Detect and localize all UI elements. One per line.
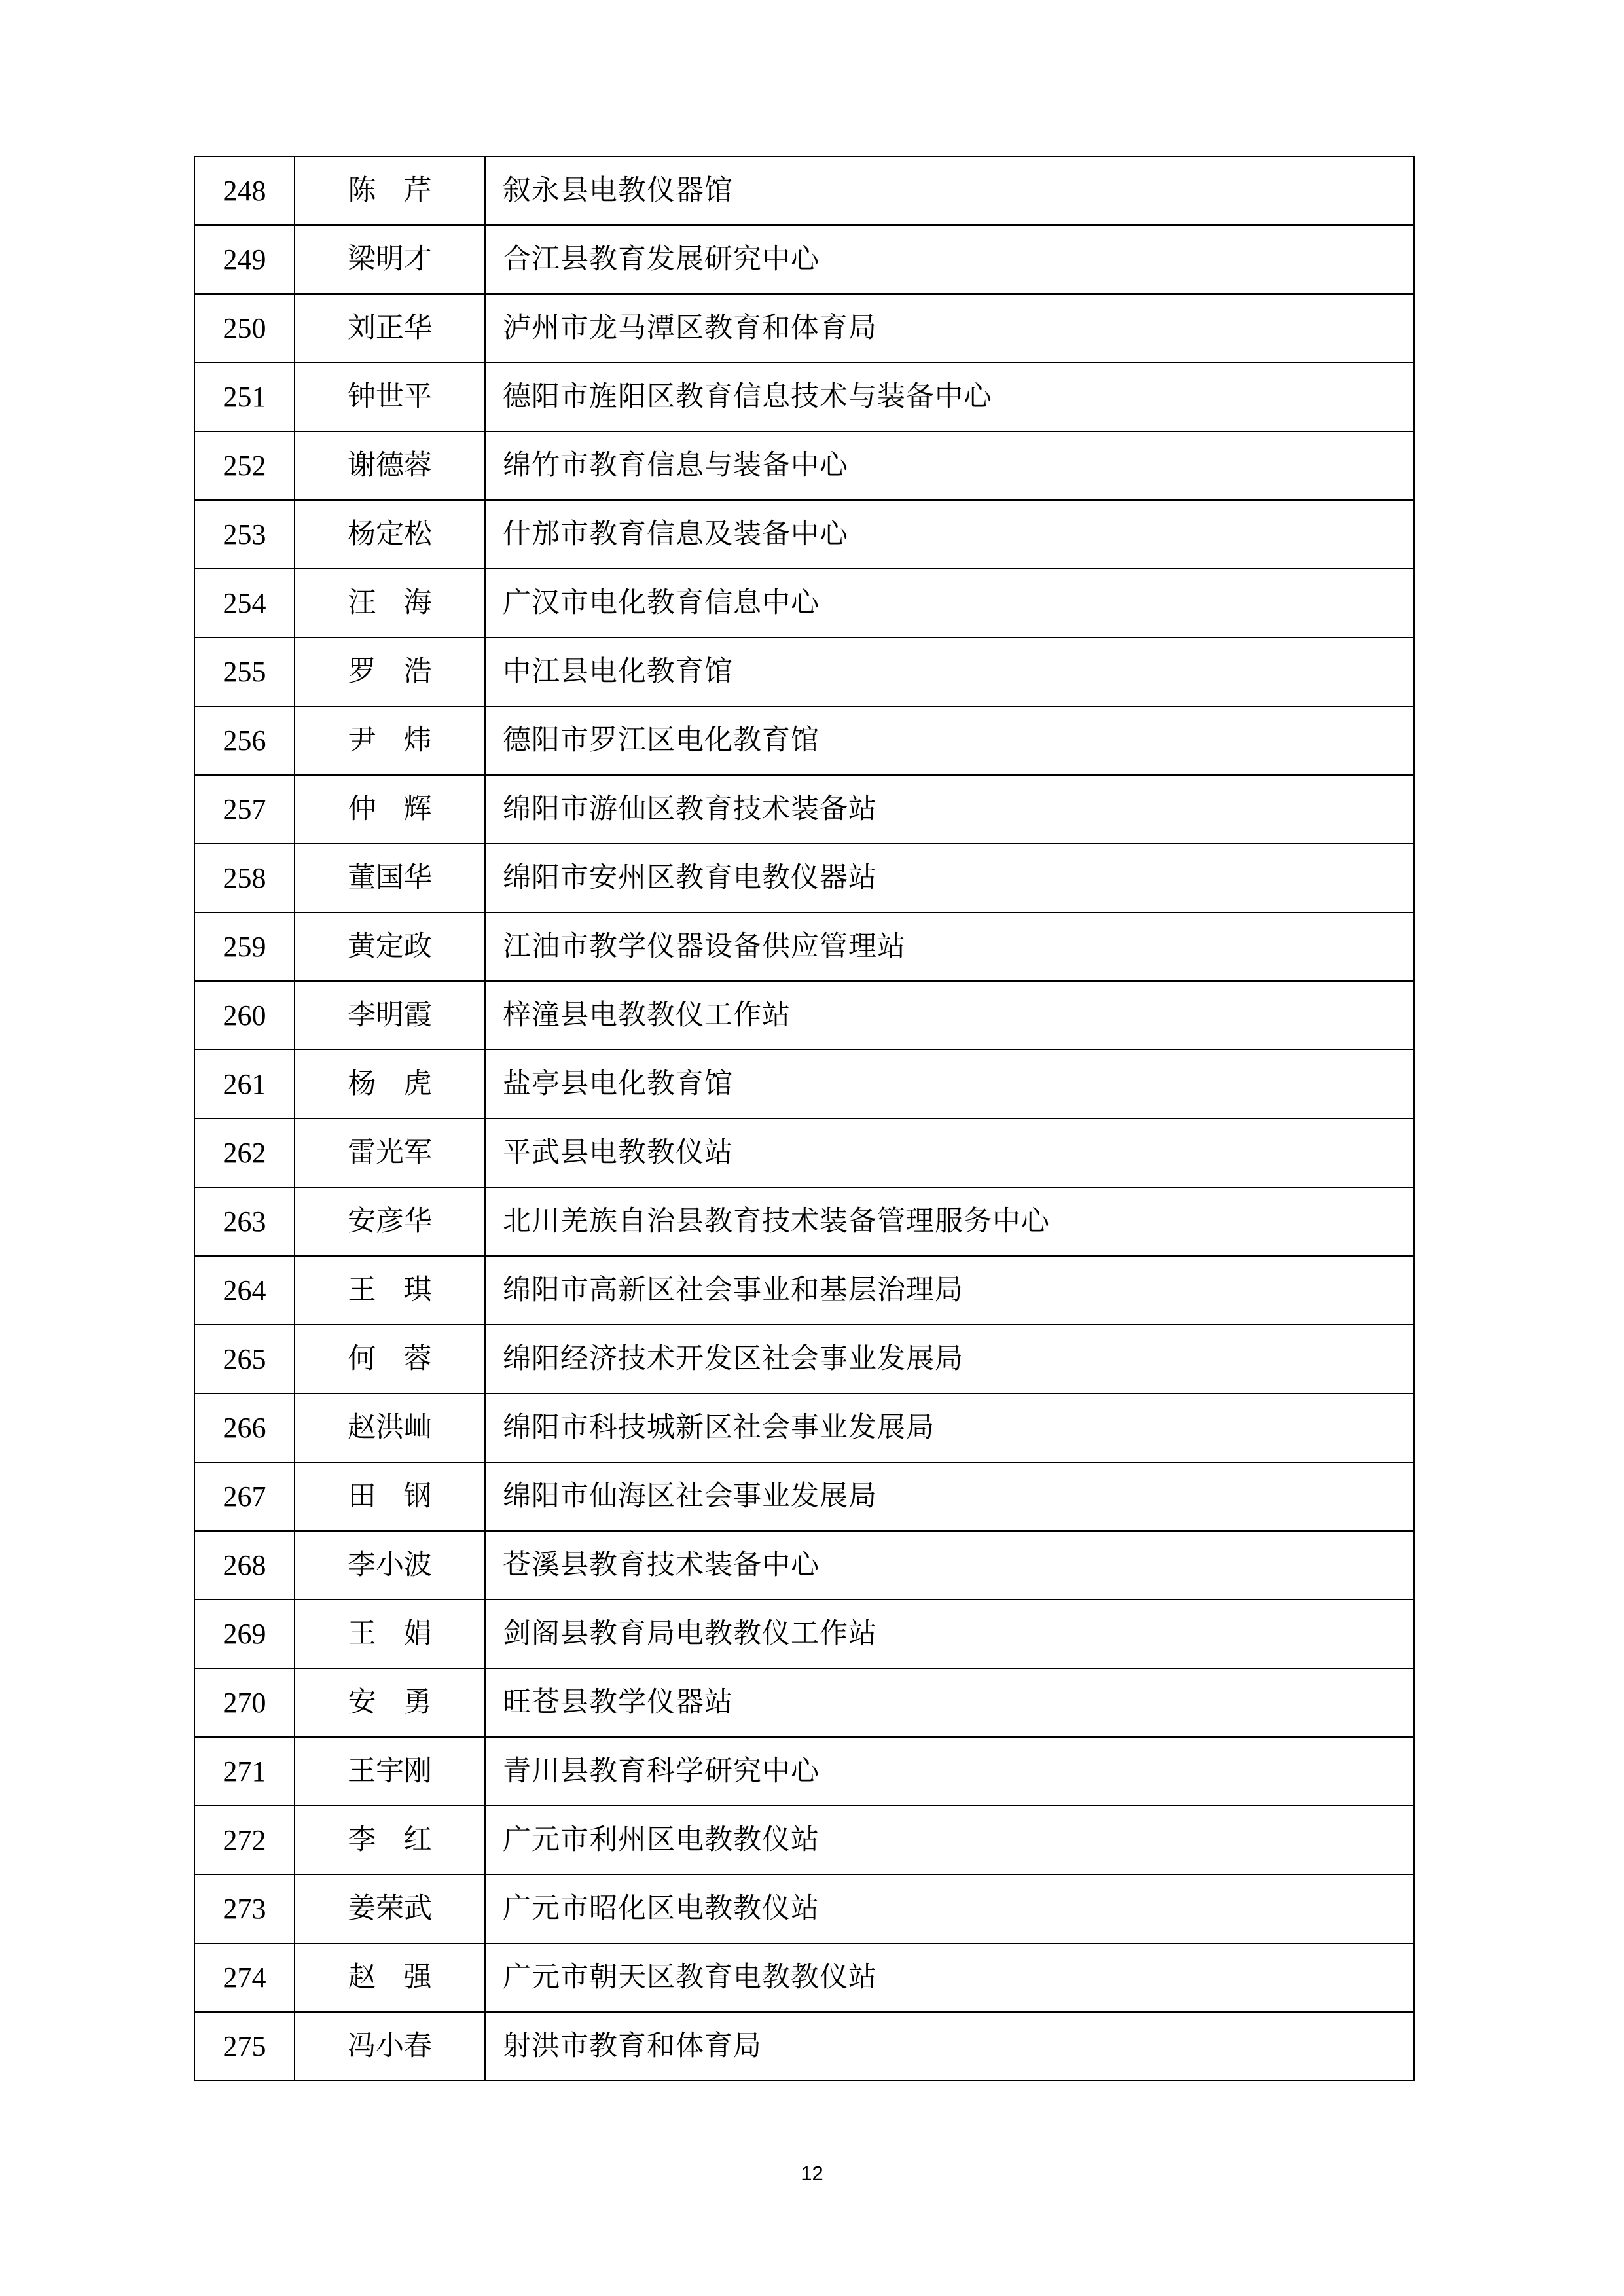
table-row — [194, 1943, 1414, 2012]
person-name-cell — [295, 1325, 485, 1393]
organization-cell: 剑阁县教育局电教教仪工作站 — [485, 1600, 1414, 1668]
person-name-cell — [295, 156, 485, 225]
person-name-cell — [295, 981, 485, 1050]
person-name-cell — [295, 1119, 485, 1187]
person-name-cell — [295, 363, 485, 431]
person-name-cell — [295, 294, 485, 363]
person-name-cell — [295, 431, 485, 500]
row-number-cell: 270 — [194, 1668, 295, 1737]
person-name-cell — [295, 1393, 485, 1462]
person-name: 安彦华 — [348, 1205, 432, 1238]
table-row — [194, 981, 1414, 1050]
organization-cell: 广元市利州区电教教仪站 — [485, 1806, 1414, 1874]
person-name-cell — [295, 2012, 485, 2081]
person-name-cell — [295, 1600, 485, 1668]
table-row — [194, 500, 1414, 569]
row-number-cell: 273 — [194, 1874, 295, 1943]
organization-cell: 旺苍县教学仪器站 — [485, 1668, 1414, 1737]
organization-cell: 合江县教育发展研究中心 — [485, 225, 1414, 294]
person-name: 李明霞 — [348, 999, 432, 1031]
row-number-cell: 265 — [194, 1325, 295, 1393]
row-number-cell: 257 — [194, 775, 295, 844]
organization-cell: 北川羌族自治县教育技术装备管理服务中心 — [485, 1187, 1414, 1256]
person-name: 钟世平 — [348, 380, 432, 413]
row-number-cell: 250 — [194, 294, 295, 363]
organization-cell: 苍溪县教育技术装备中心 — [485, 1531, 1414, 1600]
person-name-cell — [295, 1256, 485, 1325]
page-number: 12 — [801, 2162, 823, 2185]
row-number-cell: 271 — [194, 1737, 295, 1806]
person-name: 梁明才 — [348, 243, 432, 276]
person-name-cell — [295, 1806, 485, 1874]
person-name: 何 蓉 — [348, 1342, 432, 1375]
person-name: 尹 炜 — [348, 724, 432, 757]
table-row — [194, 1050, 1414, 1119]
table-row — [194, 1806, 1414, 1874]
organization-cell: 叙永县电教仪器馆 — [485, 156, 1414, 225]
table-row — [194, 225, 1414, 294]
person-name: 陈 芹 — [348, 174, 432, 207]
row-number-cell: 274 — [194, 1943, 295, 2012]
person-name-cell — [295, 706, 485, 775]
row-number-cell: 252 — [194, 431, 295, 500]
row-number-cell: 262 — [194, 1119, 295, 1187]
table-row — [194, 1325, 1414, 1393]
table-row — [194, 1668, 1414, 1737]
row-number-cell: 255 — [194, 637, 295, 706]
row-number-cell: 258 — [194, 844, 295, 912]
organization-cell: 广汉市电化教育信息中心 — [485, 569, 1414, 637]
row-number-cell: 264 — [194, 1256, 295, 1325]
table-row — [194, 775, 1414, 844]
roster-table-body — [194, 156, 1414, 2081]
roster-table — [194, 156, 1415, 2081]
table-row — [194, 912, 1414, 981]
organization-cell: 江油市教学仪器设备供应管理站 — [485, 912, 1414, 981]
table-row — [194, 294, 1414, 363]
row-number-cell: 267 — [194, 1462, 295, 1531]
table-row — [194, 1187, 1414, 1256]
table-row — [194, 1874, 1414, 1943]
organization-cell: 绵竹市教育信息与装备中心 — [485, 431, 1414, 500]
row-number-cell: 268 — [194, 1531, 295, 1600]
organization-cell: 绵阳经济技术开发区社会事业发展局 — [485, 1325, 1414, 1393]
person-name: 冯小春 — [348, 2030, 432, 2062]
row-number-cell: 272 — [194, 1806, 295, 1874]
organization-cell: 绵阳市安州区教育电教仪器站 — [485, 844, 1414, 912]
row-number-cell: 253 — [194, 500, 295, 569]
table-row — [194, 706, 1414, 775]
organization-cell: 绵阳市仙海区社会事业发展局 — [485, 1462, 1414, 1531]
person-name-cell — [295, 569, 485, 637]
organization-cell: 绵阳市游仙区教育技术装备站 — [485, 775, 1414, 844]
person-name: 李 红 — [348, 1823, 432, 1856]
organization-cell: 广元市昭化区电教教仪站 — [485, 1874, 1414, 1943]
table-row — [194, 1737, 1414, 1806]
person-name: 姜荣武 — [348, 1892, 432, 1925]
organization-cell: 中江县电化教育馆 — [485, 637, 1414, 706]
person-name: 汪 海 — [348, 586, 432, 619]
organization-cell: 盐亭县电化教育馆 — [485, 1050, 1414, 1119]
table-row — [194, 1119, 1414, 1187]
organization-cell: 绵阳市科技城新区社会事业发展局 — [485, 1393, 1414, 1462]
person-name: 黄定政 — [348, 930, 432, 963]
person-name: 董国华 — [348, 861, 432, 894]
person-name: 仲 辉 — [348, 793, 432, 825]
row-number-cell: 269 — [194, 1600, 295, 1668]
person-name-cell — [295, 912, 485, 981]
person-name-cell — [295, 1187, 485, 1256]
organization-cell: 什邡市教育信息及装备中心 — [485, 500, 1414, 569]
person-name-cell — [295, 225, 485, 294]
person-name-cell — [295, 1943, 485, 2012]
organization-cell: 射洪市教育和体育局 — [485, 2012, 1414, 2081]
table-row — [194, 569, 1414, 637]
person-name-cell — [295, 1668, 485, 1737]
row-number-cell: 263 — [194, 1187, 295, 1256]
table-row — [194, 363, 1414, 431]
organization-cell: 梓潼县电教教仪工作站 — [485, 981, 1414, 1050]
person-name-cell — [295, 775, 485, 844]
row-number-cell: 261 — [194, 1050, 295, 1119]
person-name: 赵 强 — [348, 1961, 432, 1994]
person-name: 王 娟 — [348, 1617, 432, 1650]
table-row — [194, 1531, 1414, 1600]
person-name: 安 勇 — [348, 1686, 432, 1719]
table-row — [194, 156, 1414, 225]
organization-cell: 绵阳市高新区社会事业和基层治理局 — [485, 1256, 1414, 1325]
table-row — [194, 1462, 1414, 1531]
table-row — [194, 1600, 1414, 1668]
person-name-cell — [295, 500, 485, 569]
row-number-cell: 256 — [194, 706, 295, 775]
person-name: 李小波 — [348, 1549, 432, 1581]
row-number-cell: 248 — [194, 156, 295, 225]
person-name-cell — [295, 844, 485, 912]
organization-cell: 德阳市旌阳区教育信息技术与装备中心 — [485, 363, 1414, 431]
person-name-cell — [295, 637, 485, 706]
row-number-cell: 254 — [194, 569, 295, 637]
person-name: 杨定松 — [348, 518, 432, 550]
row-number-cell: 249 — [194, 225, 295, 294]
table-row — [194, 844, 1414, 912]
person-name: 雷光军 — [348, 1136, 432, 1169]
person-name: 王 琪 — [348, 1274, 432, 1306]
table-row — [194, 2012, 1414, 2081]
person-name-cell — [295, 1050, 485, 1119]
table-row — [194, 1393, 1414, 1462]
person-name: 刘正华 — [348, 312, 432, 344]
organization-cell: 平武县电教教仪站 — [485, 1119, 1414, 1187]
table-row — [194, 431, 1414, 500]
table-row — [194, 1256, 1414, 1325]
person-name: 杨 虎 — [348, 1067, 432, 1100]
row-number-cell: 266 — [194, 1393, 295, 1462]
person-name-cell — [295, 1737, 485, 1806]
organization-cell: 青川县教育科学研究中心 — [485, 1737, 1414, 1806]
person-name: 谢德蓉 — [348, 449, 432, 482]
row-number-cell: 251 — [194, 363, 295, 431]
person-name: 田 钢 — [348, 1480, 432, 1513]
person-name: 罗 浩 — [348, 655, 432, 688]
table-row — [194, 637, 1414, 706]
person-name-cell — [295, 1531, 485, 1600]
row-number-cell: 275 — [194, 2012, 295, 2081]
person-name: 赵洪屾 — [348, 1411, 432, 1444]
person-name: 王宇刚 — [348, 1755, 432, 1787]
person-name-cell — [295, 1874, 485, 1943]
row-number-cell: 259 — [194, 912, 295, 981]
row-number-cell: 260 — [194, 981, 295, 1050]
organization-cell: 广元市朝天区教育电教教仪站 — [485, 1943, 1414, 2012]
organization-cell: 德阳市罗江区电化教育馆 — [485, 706, 1414, 775]
person-name-cell — [295, 1462, 485, 1531]
organization-cell: 泸州市龙马潭区教育和体育局 — [485, 294, 1414, 363]
